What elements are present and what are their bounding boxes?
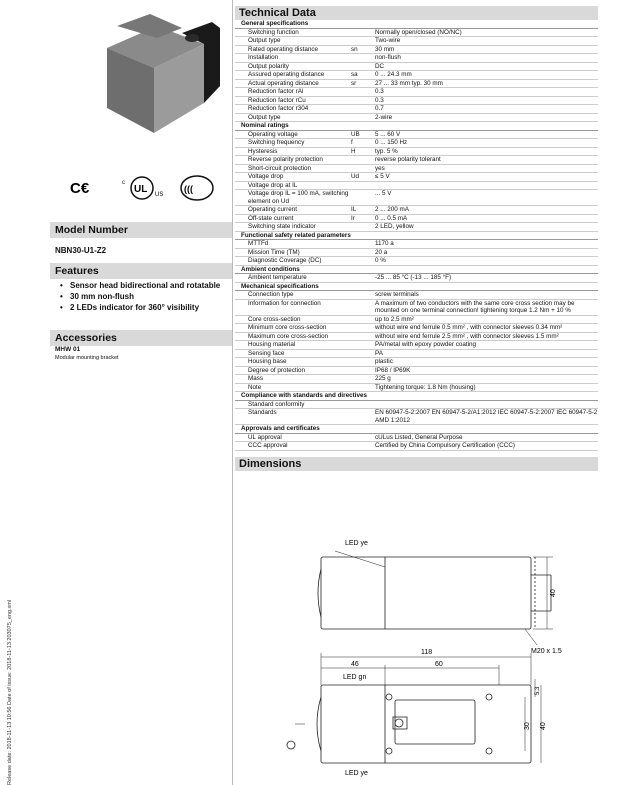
spec-row [235, 433, 598, 442]
spec-symbol [351, 223, 375, 232]
spec-row [235, 130, 598, 139]
ce-mark-icon [70, 180, 90, 197]
spec-symbol [351, 88, 375, 97]
spec-label: Connection type [235, 291, 351, 300]
spec-value: reverse polarity tolerant [375, 156, 598, 165]
spec-row [235, 37, 598, 46]
spec-symbol [351, 54, 375, 63]
spec-row [235, 442, 598, 451]
spec-label: Minimum core cross-section [235, 324, 351, 333]
spec-value: non-flush [375, 54, 598, 63]
spec-label: Output type [235, 37, 351, 46]
culus-mark-icon [122, 177, 163, 199]
spec-row [235, 139, 598, 148]
spec-row [235, 400, 598, 409]
spec-label: Output type [235, 113, 351, 122]
spec-label: Sensing face [235, 349, 351, 358]
spec-symbol [351, 28, 375, 37]
spec-group-label: Mechanical specifications [235, 282, 598, 291]
product-photo [62, 8, 222, 138]
spec-row [235, 113, 598, 122]
spec-row [235, 341, 598, 350]
spec-symbol [351, 62, 375, 71]
spec-value: typ. 5 % [375, 147, 598, 156]
spec-label: Mission Time (TM) [235, 248, 351, 257]
spec-value: EN 60947-5-2:2007 EN 60947-5-2/A1:2012 IEC 60947-5-2:2007 IEC 60947-5-2 AMD 1:2012 [375, 409, 598, 424]
dimensions-title: Dimensions [235, 457, 598, 471]
svg-text:c: c [122, 180, 125, 186]
spec-label: Short-circuit protection [235, 164, 351, 173]
spec-symbol [351, 324, 375, 333]
spec-row [235, 274, 598, 283]
spec-label: Actual operating distance [235, 79, 351, 88]
spec-label: Switching function [235, 28, 351, 37]
spec-label: Housing material [235, 341, 351, 350]
spec-row [235, 375, 598, 384]
spec-label: Rated operating distance [235, 45, 351, 54]
left-sidebar [0, 0, 232, 785]
dim-5-3: 5.3 [535, 686, 541, 695]
spec-row [235, 257, 598, 266]
spec-row [235, 383, 598, 392]
spec-row [235, 332, 598, 341]
spec-row [235, 206, 598, 215]
spec-label: Output polarity [235, 62, 351, 71]
spec-symbol [351, 332, 375, 341]
spec-symbol [351, 257, 375, 266]
spec-label: Operating voltage [235, 130, 351, 139]
spec-label: Assured operating distance [235, 71, 351, 80]
spec-value: PA/metal with epoxy powder coating [375, 341, 598, 350]
spec-row [235, 71, 598, 80]
spec-value: 30 mm [375, 45, 598, 54]
spec-value [375, 181, 598, 190]
spec-label: Switching state indicator [235, 223, 351, 232]
dim-118: 118 [421, 649, 433, 656]
dim-60: 60 [435, 661, 443, 668]
spec-value: 5 ... 60 V [375, 130, 598, 139]
spec-symbol [351, 248, 375, 257]
spec-value: PA [375, 349, 598, 358]
spec-row [235, 349, 598, 358]
feature-item: • Sensor head bidirectional and rotatable [58, 281, 228, 291]
spec-row [235, 181, 598, 190]
spec-row [235, 291, 598, 300]
spec-label: Off-state current [235, 214, 351, 223]
spec-label: Reduction factor rAl [235, 88, 351, 97]
model-number-value: NBN30-U1-Z2 [55, 246, 107, 255]
feature-item: • 30 mm non-flush [58, 292, 228, 302]
release-info-vertical: Release date: 2018-11-13 10:56 Date of issue: 2018-11-13 203075_eng.xml [7, 599, 13, 785]
spec-label: Core cross-section [235, 315, 351, 324]
spec-label: Hysteresis [235, 147, 351, 156]
spec-symbol [351, 105, 375, 114]
spec-group-heading [235, 392, 598, 401]
spec-symbol: H [351, 147, 375, 156]
spec-label: CCC approval [235, 442, 351, 451]
spec-symbol [351, 164, 375, 173]
features-heading: Features [50, 263, 232, 279]
spec-symbol: IL [351, 206, 375, 215]
dim-30: 30 [524, 722, 531, 730]
spec-group-label: General specifications [235, 20, 598, 28]
spec-value: 27 ... 33 mm typ. 30 mm [375, 79, 598, 88]
spec-row [235, 409, 598, 425]
spec-row [235, 299, 598, 315]
spec-group-heading [235, 231, 598, 240]
spec-value: 0.3 [375, 88, 598, 97]
spec-symbol [351, 113, 375, 122]
spec-row [235, 324, 598, 333]
spec-group-label: Approvals and certificates [235, 425, 598, 434]
spec-row [235, 190, 598, 206]
spec-table [235, 20, 598, 451]
spec-label: Information for connection [235, 299, 351, 315]
spec-group-heading [235, 425, 598, 434]
spec-row [235, 96, 598, 105]
spec-group-label: Nominal ratings [235, 122, 598, 131]
spec-symbol [351, 400, 375, 409]
thread-label: M20 x 1.5 [531, 648, 562, 655]
spec-label: Operating current [235, 206, 351, 215]
spec-value: Normally open/closed (NO/NC) [375, 28, 598, 37]
spec-symbol [351, 190, 375, 206]
spec-group-heading [235, 282, 598, 291]
accessories-heading: Accessories [50, 330, 232, 346]
spec-row [235, 156, 598, 165]
spec-row [235, 214, 598, 223]
spec-value: -25 ... 85 °C (-13 ... 185 °F) [375, 274, 598, 283]
accessory-name: MHW 01 [55, 346, 81, 353]
spec-row [235, 358, 598, 367]
svg-text:UL: UL [134, 184, 148, 195]
spec-value: 1170 a [375, 240, 598, 249]
led-gn-label: LED gn [343, 674, 367, 681]
spec-value: cULus Listed, General Purpose [375, 433, 598, 442]
spec-row [235, 79, 598, 88]
column-divider [232, 0, 233, 785]
feature-item: • 2 LEDs indicator for 360° visibility [58, 303, 228, 313]
spec-value: yes [375, 164, 598, 173]
spec-symbol: sr [351, 79, 375, 88]
spec-label: Mass [235, 375, 351, 384]
spec-row [235, 88, 598, 97]
spec-value: ... 5 V [375, 190, 598, 206]
spec-row [235, 45, 598, 54]
spec-label: Degree of protection [235, 366, 351, 375]
spec-value: 0 ... 24.3 mm [375, 71, 598, 80]
spec-value: 2-wire [375, 113, 598, 122]
led-ye-bottom-label: LED ye [345, 770, 368, 777]
technical-data-title: Technical Data [235, 6, 598, 20]
spec-value: 20 a [375, 248, 598, 257]
spec-group-label: Functional safety related parameters [235, 231, 598, 240]
spec-value: up to 2.5 mm² [375, 315, 598, 324]
ccc-mark-icon [181, 176, 213, 200]
spec-symbol [351, 299, 375, 315]
spec-value: plastic [375, 358, 598, 367]
accessory-description: Modular mounting bracket [55, 355, 119, 361]
spec-row [235, 366, 598, 375]
technical-data-section [235, 6, 598, 471]
spec-label: Standards [235, 409, 351, 425]
spec-label: Reduction factor r304 [235, 105, 351, 114]
spec-label: Note [235, 383, 351, 392]
spec-value: 0.3 [375, 96, 598, 105]
spec-value: 0.7 [375, 105, 598, 114]
dimension-drawing [235, 517, 598, 785]
spec-label: Installation [235, 54, 351, 63]
spec-symbol [351, 442, 375, 451]
spec-value: 2 ... 200 mA [375, 206, 598, 215]
spec-value: Two-wire [375, 37, 598, 46]
spec-symbol [351, 291, 375, 300]
led-ye-top-label: LED ye [345, 540, 368, 547]
spec-symbol [351, 156, 375, 165]
svg-text:US: US [155, 192, 164, 198]
spec-row [235, 54, 598, 63]
spec-value: Certified by China Compulsory Certification (CCC) [375, 442, 598, 451]
spec-symbol [351, 37, 375, 46]
spec-group-heading [235, 265, 598, 274]
spec-value [375, 400, 598, 409]
spec-symbol [351, 366, 375, 375]
spec-row [235, 223, 598, 232]
spec-symbol [351, 181, 375, 190]
spec-value: 2 LED, yellow [375, 223, 598, 232]
spec-symbol [351, 315, 375, 324]
spec-symbol [351, 358, 375, 367]
spec-group-label: Compliance with standards and directives [235, 392, 598, 401]
spec-value: Tightening torque: 1.8 Nm (housing) [375, 383, 598, 392]
spec-symbol: Ir [351, 214, 375, 223]
spec-value: A maximum of two conductors with the same core cross section may be mounted on one terminal connection! tightening torque 1.2 Nm + 10 % [375, 299, 598, 315]
spec-value: screw terminals [375, 291, 598, 300]
spec-label: Reduction factor rCu [235, 96, 351, 105]
spec-value: without wire end ferrule 0.5 mm² , with connector sleeves 0.34 mm² [375, 324, 598, 333]
spec-symbol [351, 383, 375, 392]
dim-46: 46 [351, 661, 359, 668]
svg-text:C€: C€ [70, 180, 90, 197]
spec-label: Voltage drop IL = 100 mA, switching element on Ud [235, 190, 351, 206]
spec-label: Diagnostic Coverage (DC) [235, 257, 351, 266]
dim-40-side: 40 [540, 722, 547, 730]
spec-label: Maximum core cross-section [235, 332, 351, 341]
spec-label: MTTFd [235, 240, 351, 249]
spec-symbol [351, 349, 375, 358]
features-list [58, 281, 228, 314]
spec-label: Housing base [235, 358, 351, 367]
spec-symbol [351, 375, 375, 384]
spec-value: DC [375, 62, 598, 71]
spec-symbol: sn [351, 45, 375, 54]
spec-row [235, 105, 598, 114]
spec-symbol: Ud [351, 173, 375, 182]
spec-label: Voltage drop [235, 173, 351, 182]
spec-group-heading [235, 122, 598, 131]
spec-symbol [351, 274, 375, 283]
spec-value: 0 ... 150 Hz [375, 139, 598, 148]
spec-value: IP68 / IP69K [375, 366, 598, 375]
spec-row [235, 164, 598, 173]
spec-group-label: Ambient conditions [235, 265, 598, 274]
spec-label: Reverse polarity protection [235, 156, 351, 165]
spec-symbol [351, 409, 375, 425]
spec-symbol: f [351, 139, 375, 148]
spec-value: 225 g [375, 375, 598, 384]
spec-symbol [351, 96, 375, 105]
spec-row [235, 240, 598, 249]
model-number-heading: Model Number [50, 222, 232, 238]
spec-row [235, 248, 598, 257]
spec-symbol [351, 433, 375, 442]
spec-label: Standard conformity [235, 400, 351, 409]
spec-symbol: sa [351, 71, 375, 80]
spec-value: 0 % [375, 257, 598, 266]
spec-symbol [351, 341, 375, 350]
spec-row [235, 173, 598, 182]
dim-40-top: 40 [550, 589, 557, 597]
spec-label: UL approval [235, 433, 351, 442]
spec-row [235, 62, 598, 71]
spec-value: ≤ 5 V [375, 173, 598, 182]
spec-value: 0 ... 0.5 mA [375, 214, 598, 223]
spec-value: without wire end ferrule 2.5 mm² , with connector sleeves 1.5 mm² [375, 332, 598, 341]
spec-row [235, 28, 598, 37]
svg-text:(((: ((( [184, 184, 193, 194]
spec-symbol: UB [351, 130, 375, 139]
spec-row [235, 147, 598, 156]
certification-logos [62, 173, 222, 203]
spec-group-heading [235, 20, 598, 28]
spec-label: Switching frequency [235, 139, 351, 148]
spec-symbol [351, 240, 375, 249]
spec-row [235, 315, 598, 324]
spec-label: Ambient temperature [235, 274, 351, 283]
spec-label: Voltage drop at IL [235, 181, 351, 190]
